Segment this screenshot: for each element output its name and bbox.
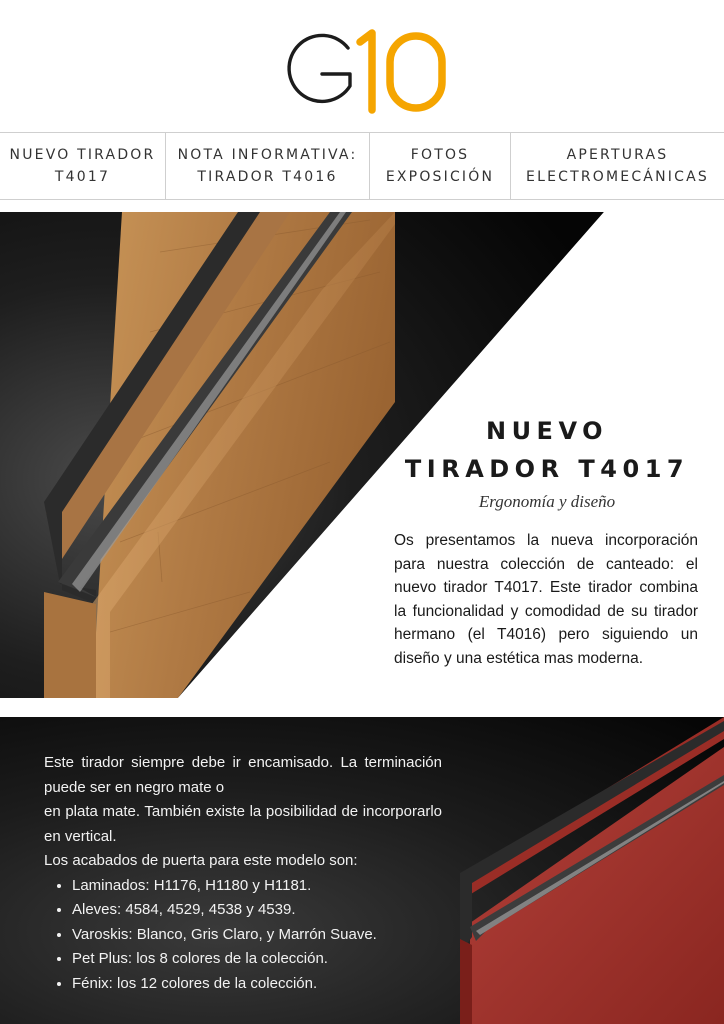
finish-item-aleves: • Aleves: 4584, 4529, 4538 y 4539. bbox=[72, 898, 442, 923]
details-section bbox=[0, 717, 724, 1024]
logo-letter-g bbox=[289, 35, 350, 101]
hero-title-line-1: NUEVO bbox=[485, 417, 609, 445]
nav-item-nuevo-tirador[interactable]: NUEVO TIRADOR T4017 bbox=[0, 133, 166, 199]
nav-item-nota-informativa[interactable]: NOTA INFORMATIVA: TIRADOR T4016 bbox=[166, 133, 370, 199]
logo bbox=[0, 0, 724, 132]
g10-logo-graphic bbox=[0, 0, 724, 132]
nav-item-aperturas-electromecanicas[interactable]: APERTURAS ELECTROMECÁNICAS bbox=[526, 147, 709, 185]
hero-section bbox=[0, 212, 724, 698]
logo-digit-1 bbox=[360, 33, 372, 110]
hero-title-line-2: TIRADOR T4017 bbox=[404, 455, 690, 483]
hero-heading-block bbox=[380, 412, 714, 512]
hero-subtitle: Ergonomía y diseño bbox=[478, 492, 616, 511]
top-navigation bbox=[0, 132, 724, 200]
hero-title bbox=[380, 412, 714, 488]
finish-item-varoskis: • Varoskis: Blanco, Gris Claro, y Marrón Suave. bbox=[72, 923, 442, 948]
details-finishes-intro: Los acabados de puerta para este modelo son: bbox=[44, 852, 358, 869]
finish-item-pet-plus: • Pet Plus: los 8 colores de la colección. bbox=[72, 947, 442, 972]
hero-description: Os presentamos la nueva incorporación para nuestra colección de canteado: el nuevo tirador T4017. Este tirador combina la funcionalidad y comodidad de su tirador hermano (el T4016) pero siguiendo un diseño y una estética mas moderna. bbox=[394, 532, 698, 667]
finish-item-fenix: • Fénix: los 12 colores de la colección. bbox=[72, 972, 442, 997]
details-text bbox=[44, 751, 442, 996]
finish-item-laminados: • Laminados: H1176, H1180 y H1181. bbox=[72, 874, 442, 899]
nav-item-fotos-exposicion[interactable]: FOTOS EXPOSICIÓN bbox=[370, 133, 511, 199]
logo-digit-0 bbox=[390, 36, 442, 108]
details-paragraph-2: en plata mate. También existe la posibilidad de incorporarlo en vertical. bbox=[44, 803, 442, 845]
details-paragraph-1: Este tirador siempre debe ir encamisado. La terminación puede ser en negro mate o bbox=[44, 754, 442, 796]
finishes-list bbox=[44, 874, 442, 997]
